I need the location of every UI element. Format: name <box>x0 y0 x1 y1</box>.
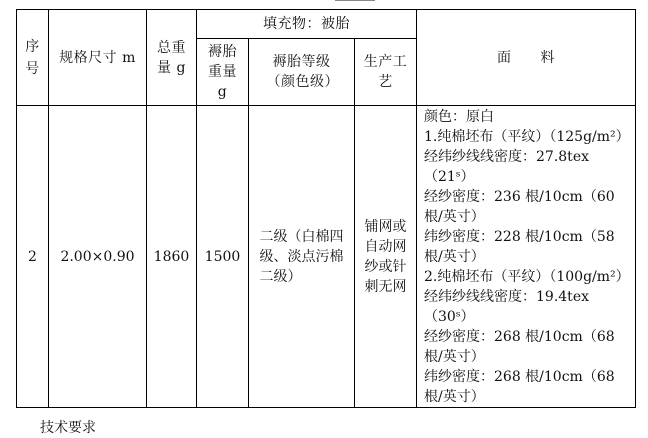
fabric-line: （21ˢ） <box>424 169 475 185</box>
header-pad-weight <box>197 39 249 106</box>
fabric-line: 2.纯棉坯布（平纹）（100g/m²） <box>424 269 630 285</box>
header-process-text: 生产工艺 <box>363 54 408 90</box>
cell-process <box>355 106 417 408</box>
cell-seq: 2 <box>17 106 49 408</box>
cell-pad-grade-text: 二级（白棉四级、淡点污棉二级） <box>259 228 344 285</box>
header-pad-weight-text: 褥胎重量 g <box>208 44 237 100</box>
table-row <box>17 106 636 408</box>
fabric-line: 纬纱密度：268 根/10cm（68 <box>424 369 615 385</box>
fabric-line: 1.纯棉坯布（平纹）（125g/m²） <box>424 129 630 145</box>
fabric-line: 根/英寸） <box>424 249 485 265</box>
fabric-line: 颜色：原白 <box>424 109 495 125</box>
cell-pad-weight: 1500 <box>197 106 249 408</box>
top-cut-line <box>335 0 375 4</box>
fabric-line: （30ˢ） <box>424 309 475 325</box>
header-filling-group: 填充物：被胎 <box>197 10 417 39</box>
cell-pad-grade <box>249 106 355 408</box>
fabric-line: 根/英寸） <box>424 209 485 225</box>
fabric-line: 纬纱密度：228 根/10cm（58 <box>424 229 615 245</box>
fabric-line: 经纱密度：236 根/10cm（60 <box>424 189 615 205</box>
header-process <box>355 39 417 106</box>
header-total-weight <box>147 10 197 106</box>
header-spec: 规格尺寸 m <box>49 10 147 106</box>
fabric-line: 经纬纱线线密度：19.4tex <box>424 289 589 305</box>
footer-text: 技术要求 <box>40 420 96 436</box>
cell-process-text: 铺网或自动网纱或针刺无网 <box>364 218 407 295</box>
spec-table <box>16 9 636 408</box>
cell-total-weight: 1860 <box>147 106 197 408</box>
fabric-line: 经纬纱线线密度：27.8tex <box>424 149 589 165</box>
fabric-line: 根/英寸） <box>424 349 485 365</box>
fabric-line: 根/英寸） <box>424 389 485 405</box>
header-fabric: 面 料 <box>417 10 636 106</box>
header-seq <box>17 10 49 106</box>
fabric-line: 经纱密度：268 根/10cm（68 <box>424 329 615 345</box>
header-pad-grade-text: 褥胎等级（颜色级） <box>266 54 339 90</box>
cell-fabric <box>417 106 636 408</box>
header-pad-grade <box>249 39 355 106</box>
header-total-weight-text: 总重量 g <box>157 39 186 76</box>
header-seq-text: 序号 <box>25 38 40 77</box>
cell-spec: 2.00×0.90 <box>49 106 147 408</box>
